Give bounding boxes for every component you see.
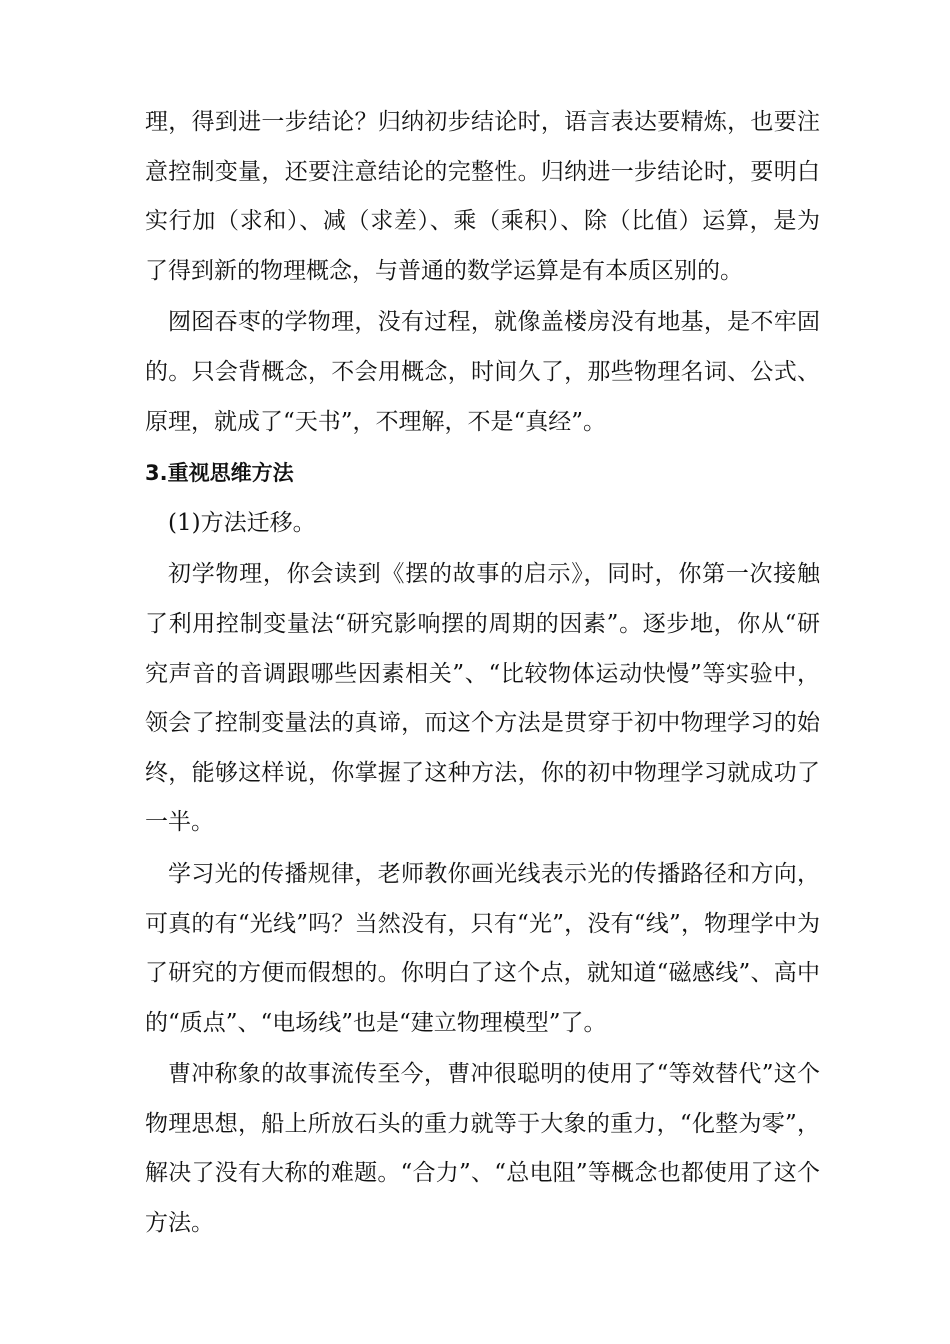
paragraph-control-variable: 初学物理，你会读到《摆的故事的启示》，同时，你第一次接触了利用控制变量法“研究影响摆的周期的因素”。逐步地，你从“研究声音的音调跟哪些因素相关”、“比较物体运动快慢”等实验中，领会了控制变量法的真谛，而这个方法是贯穿于初中物理学习的始终，能够这样说，你掌握了这种方法，你的初中物理学习就成功了一半。: [145, 561, 820, 836]
paragraph-rote-learning: 囫囵吞枣的学物理，没有过程，就像盖楼房没有地基，是不牢固的。只会背概念，不会用概念，时间久了，那些物理名词、公式、原理，就成了“天书”，不理解，不是“真经”。: [145, 309, 820, 435]
paragraph-equivalent-substitution: 曹冲称象的故事流传至今，曹冲很聪明的使用了“等效替代”这个物理思想，船上所放石头的重力就等于大象的重力，“化整为零”，解决了没有大称的难题。“合力”、“总电阻”等概念也都使用了这个方法。: [145, 1061, 820, 1237]
document-body: [145, 98, 820, 1251]
paragraph-continuation: 理，得到进一步结论？归纳初步结论时，语言表达要精炼，也要注意控制变量，还要注意结论的完整性。归纳进一步结论时，要明白实行加（求和）、减（求差）、乘（乘积）、除（比值）运算，是为了得到新的物理概念，与普通的数学运算是有本质区别的。: [145, 109, 820, 284]
paragraph-light-ray-model: 学习光的传播规律，老师教你画光线表示光的传播路径和方向，可真的有“光线”吗？当然没有，只有“光”，没有“线”，物理学中为了研究的方便而假想的。你明白了这个点，就知道“磁感线”、高中的“质点”、“电场线”也是“建立物理模型”了。: [145, 860, 820, 1036]
subsection-heading: (1)方法迁移。: [168, 509, 316, 536]
section-heading: 3.重视思维方法: [145, 461, 294, 486]
